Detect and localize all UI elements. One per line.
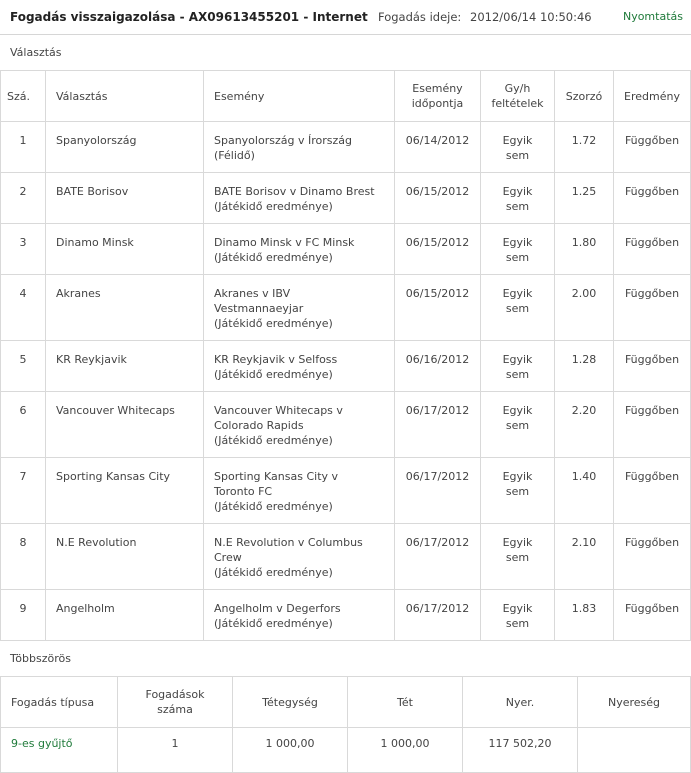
selection-conditions-text: Egyik: [502, 404, 533, 417]
selection-number: [1, 173, 46, 224]
selection-name: [46, 458, 204, 524]
selection-row: [1, 275, 691, 341]
selection-event-text: Akranes v IBV: [214, 287, 291, 300]
selection-event-text: Colorado Rapids: [214, 419, 304, 432]
selection-event-date: [395, 173, 481, 224]
bet-type-link[interactable]: 9-es gyűjtő: [1, 728, 118, 773]
selections-header-row: [1, 71, 691, 122]
selections-section-label: Választás: [10, 46, 62, 59]
selection-number-text: 9: [19, 602, 27, 615]
selection-result: [614, 224, 691, 275]
selection-event-date-text: 06/17/2012: [405, 470, 470, 483]
selection-event-date: [395, 224, 481, 275]
col-event: [204, 71, 395, 122]
selection-event-text: (Játékidő eredménye): [214, 500, 333, 513]
selection-name-text: BATE Borisov: [56, 185, 129, 198]
selection-conditions-text: Egyik: [502, 602, 533, 615]
multiples-row: [1, 728, 691, 773]
selection-result: [614, 275, 691, 341]
selection-odds-text: 1.72: [571, 134, 597, 147]
selection-odds: [555, 224, 614, 275]
col-unit-stake: [233, 677, 348, 728]
selection-event: [204, 275, 395, 341]
selection-number: [1, 341, 46, 392]
selection-number: [1, 224, 46, 275]
selection-event-text: N.E Revolution v Columbus: [214, 536, 363, 549]
selection-row: [1, 173, 691, 224]
selection-odds: [555, 173, 614, 224]
selection-conditions-text: sem: [505, 200, 530, 213]
selection-event-text: Sporting Kansas City v: [214, 470, 339, 483]
selection-event-text: Vestmannaeyjar: [214, 302, 304, 315]
col-result: [614, 71, 691, 122]
selection-conditions-text: Egyik: [502, 470, 533, 483]
selection-event-date-text: 06/15/2012: [405, 236, 470, 249]
col-stake: [348, 677, 463, 728]
selections-table: [0, 70, 691, 641]
selection-conditions: [481, 392, 555, 458]
selection-name: [46, 122, 204, 173]
selection-odds: [555, 341, 614, 392]
bet-time-value: 2012/06/14 10:50:46: [470, 10, 592, 24]
selection-event: [204, 392, 395, 458]
selection-event-date: [395, 590, 481, 641]
selection-number: [1, 590, 46, 641]
selection-event-text: Crew: [214, 551, 242, 564]
col-conditions: [481, 71, 555, 122]
selection-number-text: 1: [19, 134, 27, 147]
selection-result-text: Függőben: [624, 404, 680, 417]
selection-name: [46, 224, 204, 275]
selection-odds-text: 1.83: [571, 602, 597, 615]
selection-event: [204, 122, 395, 173]
selection-number: [1, 122, 46, 173]
selection-event: [204, 524, 395, 590]
selection-odds-text: 1.40: [571, 470, 597, 483]
col-number-label: Szá.: [7, 89, 30, 103]
col-odds-label: Szorzó: [565, 89, 603, 103]
selection-event-text: Toronto FC: [214, 485, 273, 498]
selection-number-text: 2: [19, 185, 27, 198]
selection-row: [1, 341, 691, 392]
selection-conditions: [481, 341, 555, 392]
multiples-table: [0, 676, 691, 773]
selection-conditions-text: Egyik: [502, 287, 533, 300]
col-result-label: Eredmény: [624, 89, 680, 103]
selection-row: [1, 392, 691, 458]
col-conditions-line2: feltételek: [491, 97, 544, 110]
selection-conditions-text: sem: [505, 251, 530, 264]
selection-odds: [555, 122, 614, 173]
selection-event-text: KR Reykjavik v Selfoss: [214, 353, 338, 366]
selection-event-text: (Játékidő eredménye): [214, 434, 333, 447]
stake-value: 1 000,00: [348, 728, 463, 773]
selection-event-text: (Játékidő eredménye): [214, 368, 333, 381]
col-unit-stake-label: Tétegység: [262, 695, 318, 709]
selection-conditions: [481, 590, 555, 641]
selection-name: [46, 173, 204, 224]
selection-conditions: [481, 224, 555, 275]
selection-event-date-text: 06/17/2012: [405, 536, 470, 549]
selection-odds: [555, 590, 614, 641]
selection-result: [614, 524, 691, 590]
unit-stake-value: 1 000,00: [233, 728, 348, 773]
selection-result-text: Függőben: [624, 287, 680, 300]
selection-conditions: [481, 275, 555, 341]
selection-odds: [555, 458, 614, 524]
selection-name-text: N.E Revolution: [56, 536, 137, 549]
selection-conditions-text: sem: [505, 551, 530, 564]
col-win-label: Nyer.: [505, 695, 535, 709]
selection-event: [204, 224, 395, 275]
selection-row: [1, 524, 691, 590]
selection-name-text: Angelholm: [56, 602, 115, 615]
multiples-section-label: Többszörös: [10, 652, 71, 665]
page-header: [0, 0, 691, 35]
selection-odds-text: 2.00: [571, 287, 597, 300]
selection-conditions-text: Egyik: [502, 185, 533, 198]
selection-result: [614, 341, 691, 392]
selection-result: [614, 590, 691, 641]
selection-name-text: Sporting Kansas City: [56, 470, 171, 483]
col-bet-type: [1, 677, 118, 728]
selection-event: [204, 590, 395, 641]
selection-event-date: [395, 341, 481, 392]
selection-name: [46, 524, 204, 590]
selection-conditions-text: Egyik: [502, 536, 533, 549]
selection-number-text: 6: [19, 404, 27, 417]
multiples-header-row: [1, 677, 691, 728]
col-bet-count: [118, 677, 233, 728]
col-bet-count-line1: Fogadások: [145, 688, 205, 701]
selection-result: [614, 122, 691, 173]
selection-odds: [555, 524, 614, 590]
selection-conditions: [481, 173, 555, 224]
selection-number-text: 7: [19, 470, 27, 483]
selection-name-text: Vancouver Whitecaps: [56, 404, 175, 417]
col-win: [463, 677, 578, 728]
col-odds: [555, 71, 614, 122]
selection-conditions-text: sem: [505, 302, 530, 315]
selection-number-text: 4: [19, 287, 27, 300]
selection-event-text: (Játékidő eredménye): [214, 617, 333, 630]
col-stake-label: Tét: [397, 695, 413, 709]
selection-event-text: Spanyolország v Írország: [214, 134, 352, 147]
selection-event-text: Vancouver Whitecaps v: [214, 404, 343, 417]
col-profit: [578, 677, 691, 728]
selection-odds-text: 1.28: [571, 353, 597, 366]
bet-count-value: 1: [118, 728, 233, 773]
col-conditions-line1: Gy/h: [504, 82, 531, 95]
selection-number-text: 5: [19, 353, 27, 366]
selection-event-text: (Félidő): [214, 149, 255, 162]
selection-conditions: [481, 524, 555, 590]
bet-time-label: Fogadás ideje:: [378, 10, 462, 24]
selection-name-text: Spanyolország: [56, 134, 137, 147]
selection-conditions-text: Egyik: [502, 236, 533, 249]
selection-conditions: [481, 122, 555, 173]
selection-odds-text: 2.10: [571, 536, 597, 549]
selection-event-text: (Játékidő eredménye): [214, 251, 333, 264]
selection-name-text: KR Reykjavik: [56, 353, 127, 366]
selection-result: [614, 458, 691, 524]
selection-odds: [555, 275, 614, 341]
print-link[interactable]: Nyomtatás: [622, 10, 683, 23]
selection-event-text: Angelholm v Degerfors: [214, 602, 341, 615]
selection-result-text: Függőben: [624, 602, 680, 615]
selection-name-text: Dinamo Minsk: [56, 236, 134, 249]
selection-conditions-text: sem: [505, 368, 530, 381]
selection-number-text: 8: [19, 536, 27, 549]
selection-event: [204, 173, 395, 224]
selection-event-text: BATE Borisov v Dinamo Brest: [214, 185, 375, 198]
selection-event: [204, 458, 395, 524]
selection-name: [46, 341, 204, 392]
selection-event-text: (Játékidő eredménye): [214, 317, 333, 330]
selection-result-text: Függőben: [624, 353, 680, 366]
selection-event-text: (Játékidő eredménye): [214, 200, 333, 213]
selection-event-date: [395, 458, 481, 524]
selection-result-text: Függőben: [624, 236, 680, 249]
selection-number: [1, 392, 46, 458]
selection-row: [1, 590, 691, 641]
selection-row: [1, 224, 691, 275]
selection-event-date-text: 06/16/2012: [405, 353, 470, 366]
selection-odds: [555, 392, 614, 458]
col-number: [1, 71, 46, 122]
selection-conditions-text: Egyik: [502, 134, 533, 147]
selection-name: [46, 392, 204, 458]
selection-conditions-text: sem: [505, 617, 530, 630]
selection-event-date-text: 06/14/2012: [405, 134, 470, 147]
col-selection-label: Választás: [56, 89, 108, 103]
page-title: Fogadás visszaigazolása - AX09613455201 - Internet: [10, 10, 368, 24]
col-event-date: [395, 71, 481, 122]
selection-event-date: [395, 275, 481, 341]
selection-conditions: [481, 458, 555, 524]
win-value: 117 502,20: [463, 728, 578, 773]
selection-event-date-text: 06/17/2012: [405, 602, 470, 615]
selection-odds-text: 1.80: [571, 236, 597, 249]
selection-odds-text: 2.20: [571, 404, 597, 417]
selection-event-date: [395, 122, 481, 173]
col-event-date-line1: Esemény: [412, 82, 463, 95]
selection-number: [1, 275, 46, 341]
selection-conditions-text: Egyik: [502, 353, 533, 366]
selection-result-text: Függőben: [624, 185, 680, 198]
selection-conditions-text: sem: [505, 419, 530, 432]
selection-result: [614, 392, 691, 458]
selection-row: [1, 122, 691, 173]
selection-number-text: 3: [19, 236, 27, 249]
selection-name-text: Akranes: [56, 287, 101, 300]
selection-event-date-text: 06/17/2012: [405, 404, 470, 417]
col-event-label: Esemény: [214, 89, 265, 103]
col-bet-type-label: Fogadás típusa: [11, 695, 95, 709]
selection-event-date-text: 06/15/2012: [405, 185, 470, 198]
selection-event-date: [395, 524, 481, 590]
selection-event-text: Dinamo Minsk v FC Minsk: [214, 236, 355, 249]
selection-event-date-text: 06/15/2012: [405, 287, 470, 300]
selection-conditions-text: sem: [505, 485, 530, 498]
selection-number: [1, 458, 46, 524]
selection-event-date: [395, 392, 481, 458]
selection-result-text: Függőben: [624, 134, 680, 147]
selection-number: [1, 524, 46, 590]
selection-row: [1, 458, 691, 524]
selection-event: [204, 341, 395, 392]
selection-result: [614, 173, 691, 224]
col-selection: [46, 71, 204, 122]
selection-result-text: Függőben: [624, 470, 680, 483]
profit-value: [578, 728, 691, 773]
col-profit-label: Nyereség: [607, 695, 661, 709]
selection-event-text: (Játékidő eredménye): [214, 566, 333, 579]
selection-odds-text: 1.25: [571, 185, 597, 198]
selection-name: [46, 275, 204, 341]
selection-name: [46, 590, 204, 641]
selection-result-text: Függőben: [624, 536, 680, 549]
col-event-date-line2: időpontja: [411, 97, 464, 110]
selection-conditions-text: sem: [505, 149, 530, 162]
col-bet-count-line2: száma: [157, 703, 193, 716]
